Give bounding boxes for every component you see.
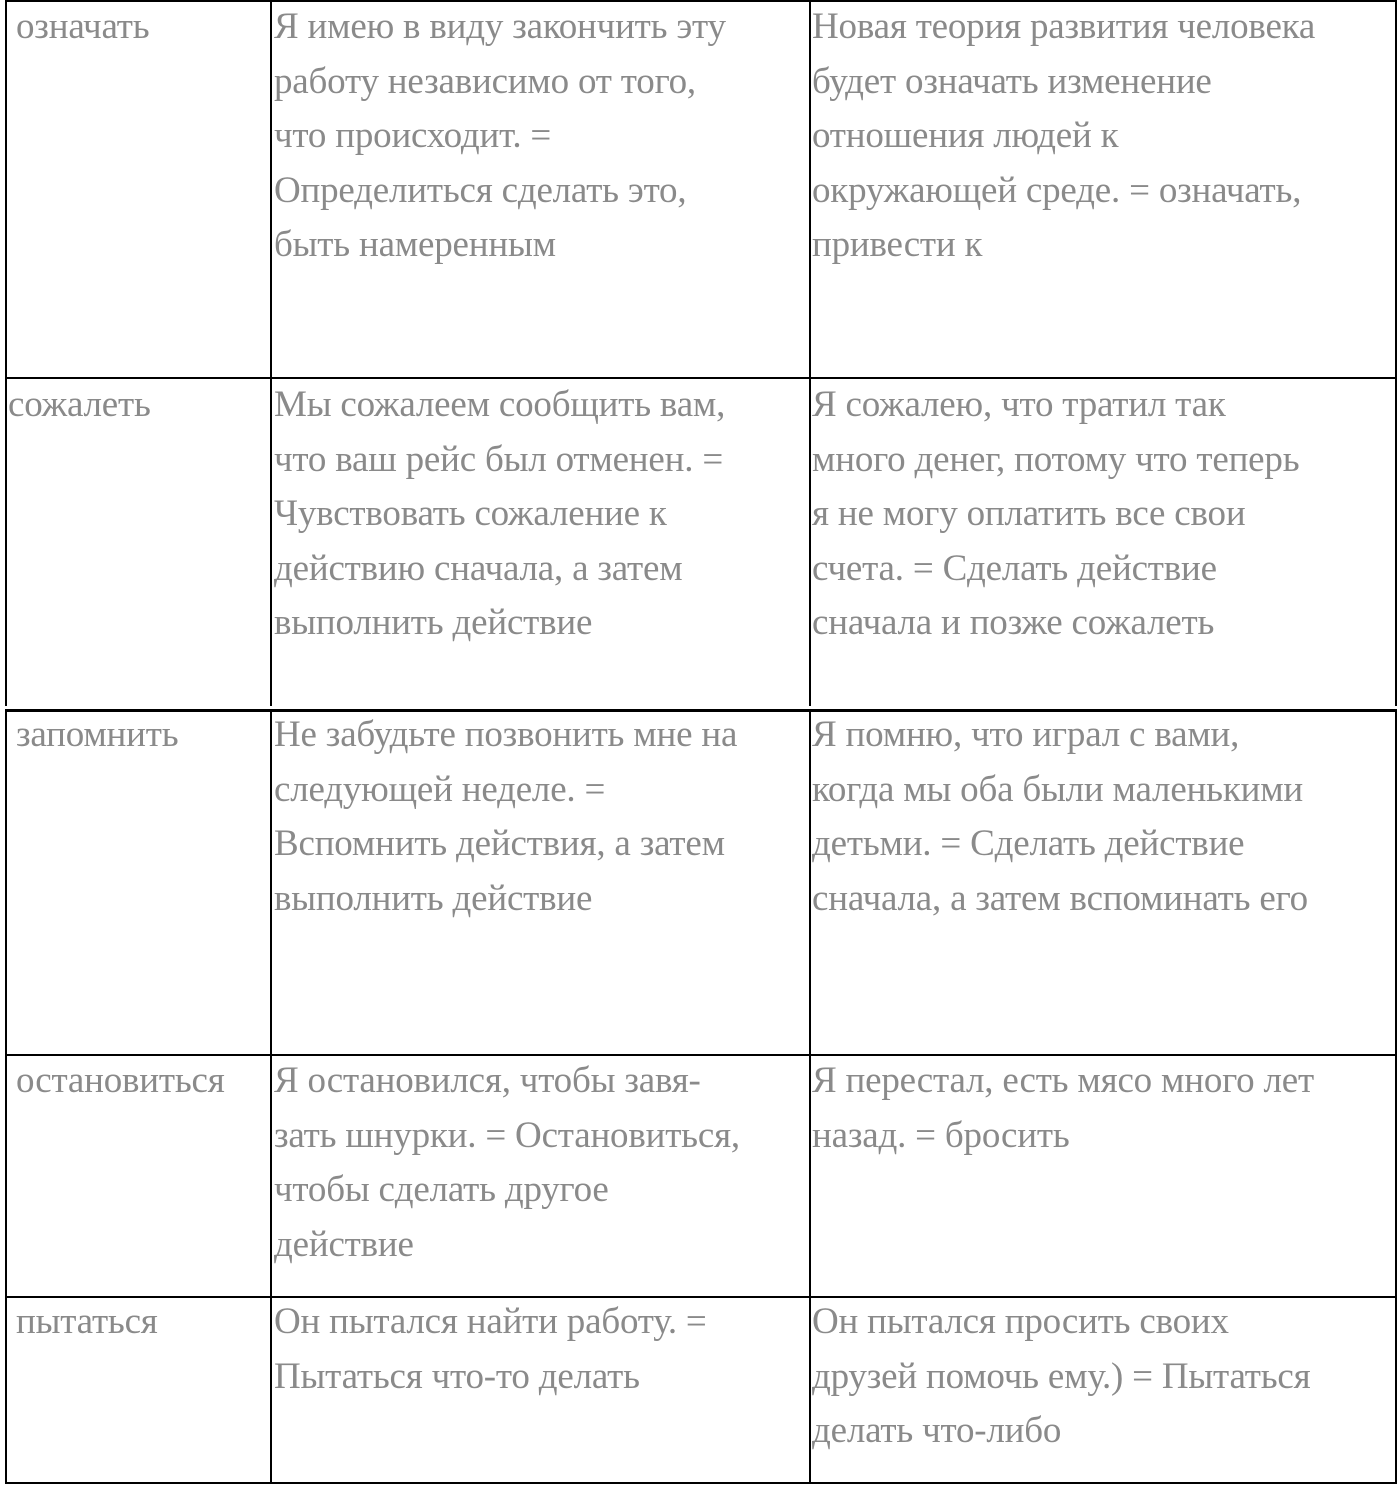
- table-cell-usage: Новая теория развития человека будет означать изменение отношения людей к окружающей среде. = означать, привести к: [812, 6, 1316, 265]
- table-cell-example: Я имею в виду закончить эту работу независимо от того, что происходит. = Определиться сделать это, быть намеренным: [274, 6, 726, 265]
- table-cell-term: пытаться: [16, 1301, 158, 1342]
- table-border-left-lower: [5, 709, 7, 1484]
- table-cell-usage: Я помню, что играл с вами, когда мы оба были маленькими детьми. = Сделать действие сначала, а затем вспоминать его: [812, 714, 1308, 919]
- table-border-right-upper: [1395, 0, 1397, 706]
- table-cell-term: запомнить: [16, 714, 179, 755]
- table-cell-usage: Я перестал, есть мясо много лет назад. = бросить: [812, 1060, 1314, 1156]
- table-cell-example: Я остановился, чтобы завя- зать шнурки. = Остановиться, чтобы сделать другое действие: [274, 1060, 740, 1265]
- table-cell-example: Не забудьте позвонить мне на следующей неделе. = Вспомнить действия, а затем выполнить действие: [274, 714, 738, 919]
- table-cell-usage: Я сожалею, что тратил так много денег, потому что теперь я не могу оплатить все свои счета. = Сделать действие сначала и позже сожалеть: [812, 384, 1300, 643]
- column-divider-1-lower: [270, 709, 272, 1484]
- table-cell-example: Мы сожалеем сообщить вам, что ваш рейс был отменен. = Чувствовать сожаление к действию сначала, а затем выполнить действие: [274, 384, 726, 643]
- table-border-right-lower: [1395, 709, 1397, 1484]
- table-cell-term: остановиться: [16, 1060, 225, 1101]
- table-cell-term: означать: [16, 6, 150, 47]
- table-cell-usage: Он пытался просить своих друзей помочь ему.) = Пытаться делать что-либо: [812, 1301, 1311, 1451]
- table-border-left-upper: [5, 0, 7, 706]
- table-border-bottom: [5, 1482, 1397, 1484]
- table-cell-term: сожалеть: [8, 384, 151, 425]
- column-divider-1-upper: [270, 0, 272, 706]
- column-divider-2-lower: [809, 709, 811, 1484]
- column-divider-2-upper: [809, 0, 811, 706]
- table-cell-example: Он пытался найти работу. = Пытаться что-то делать: [274, 1301, 707, 1397]
